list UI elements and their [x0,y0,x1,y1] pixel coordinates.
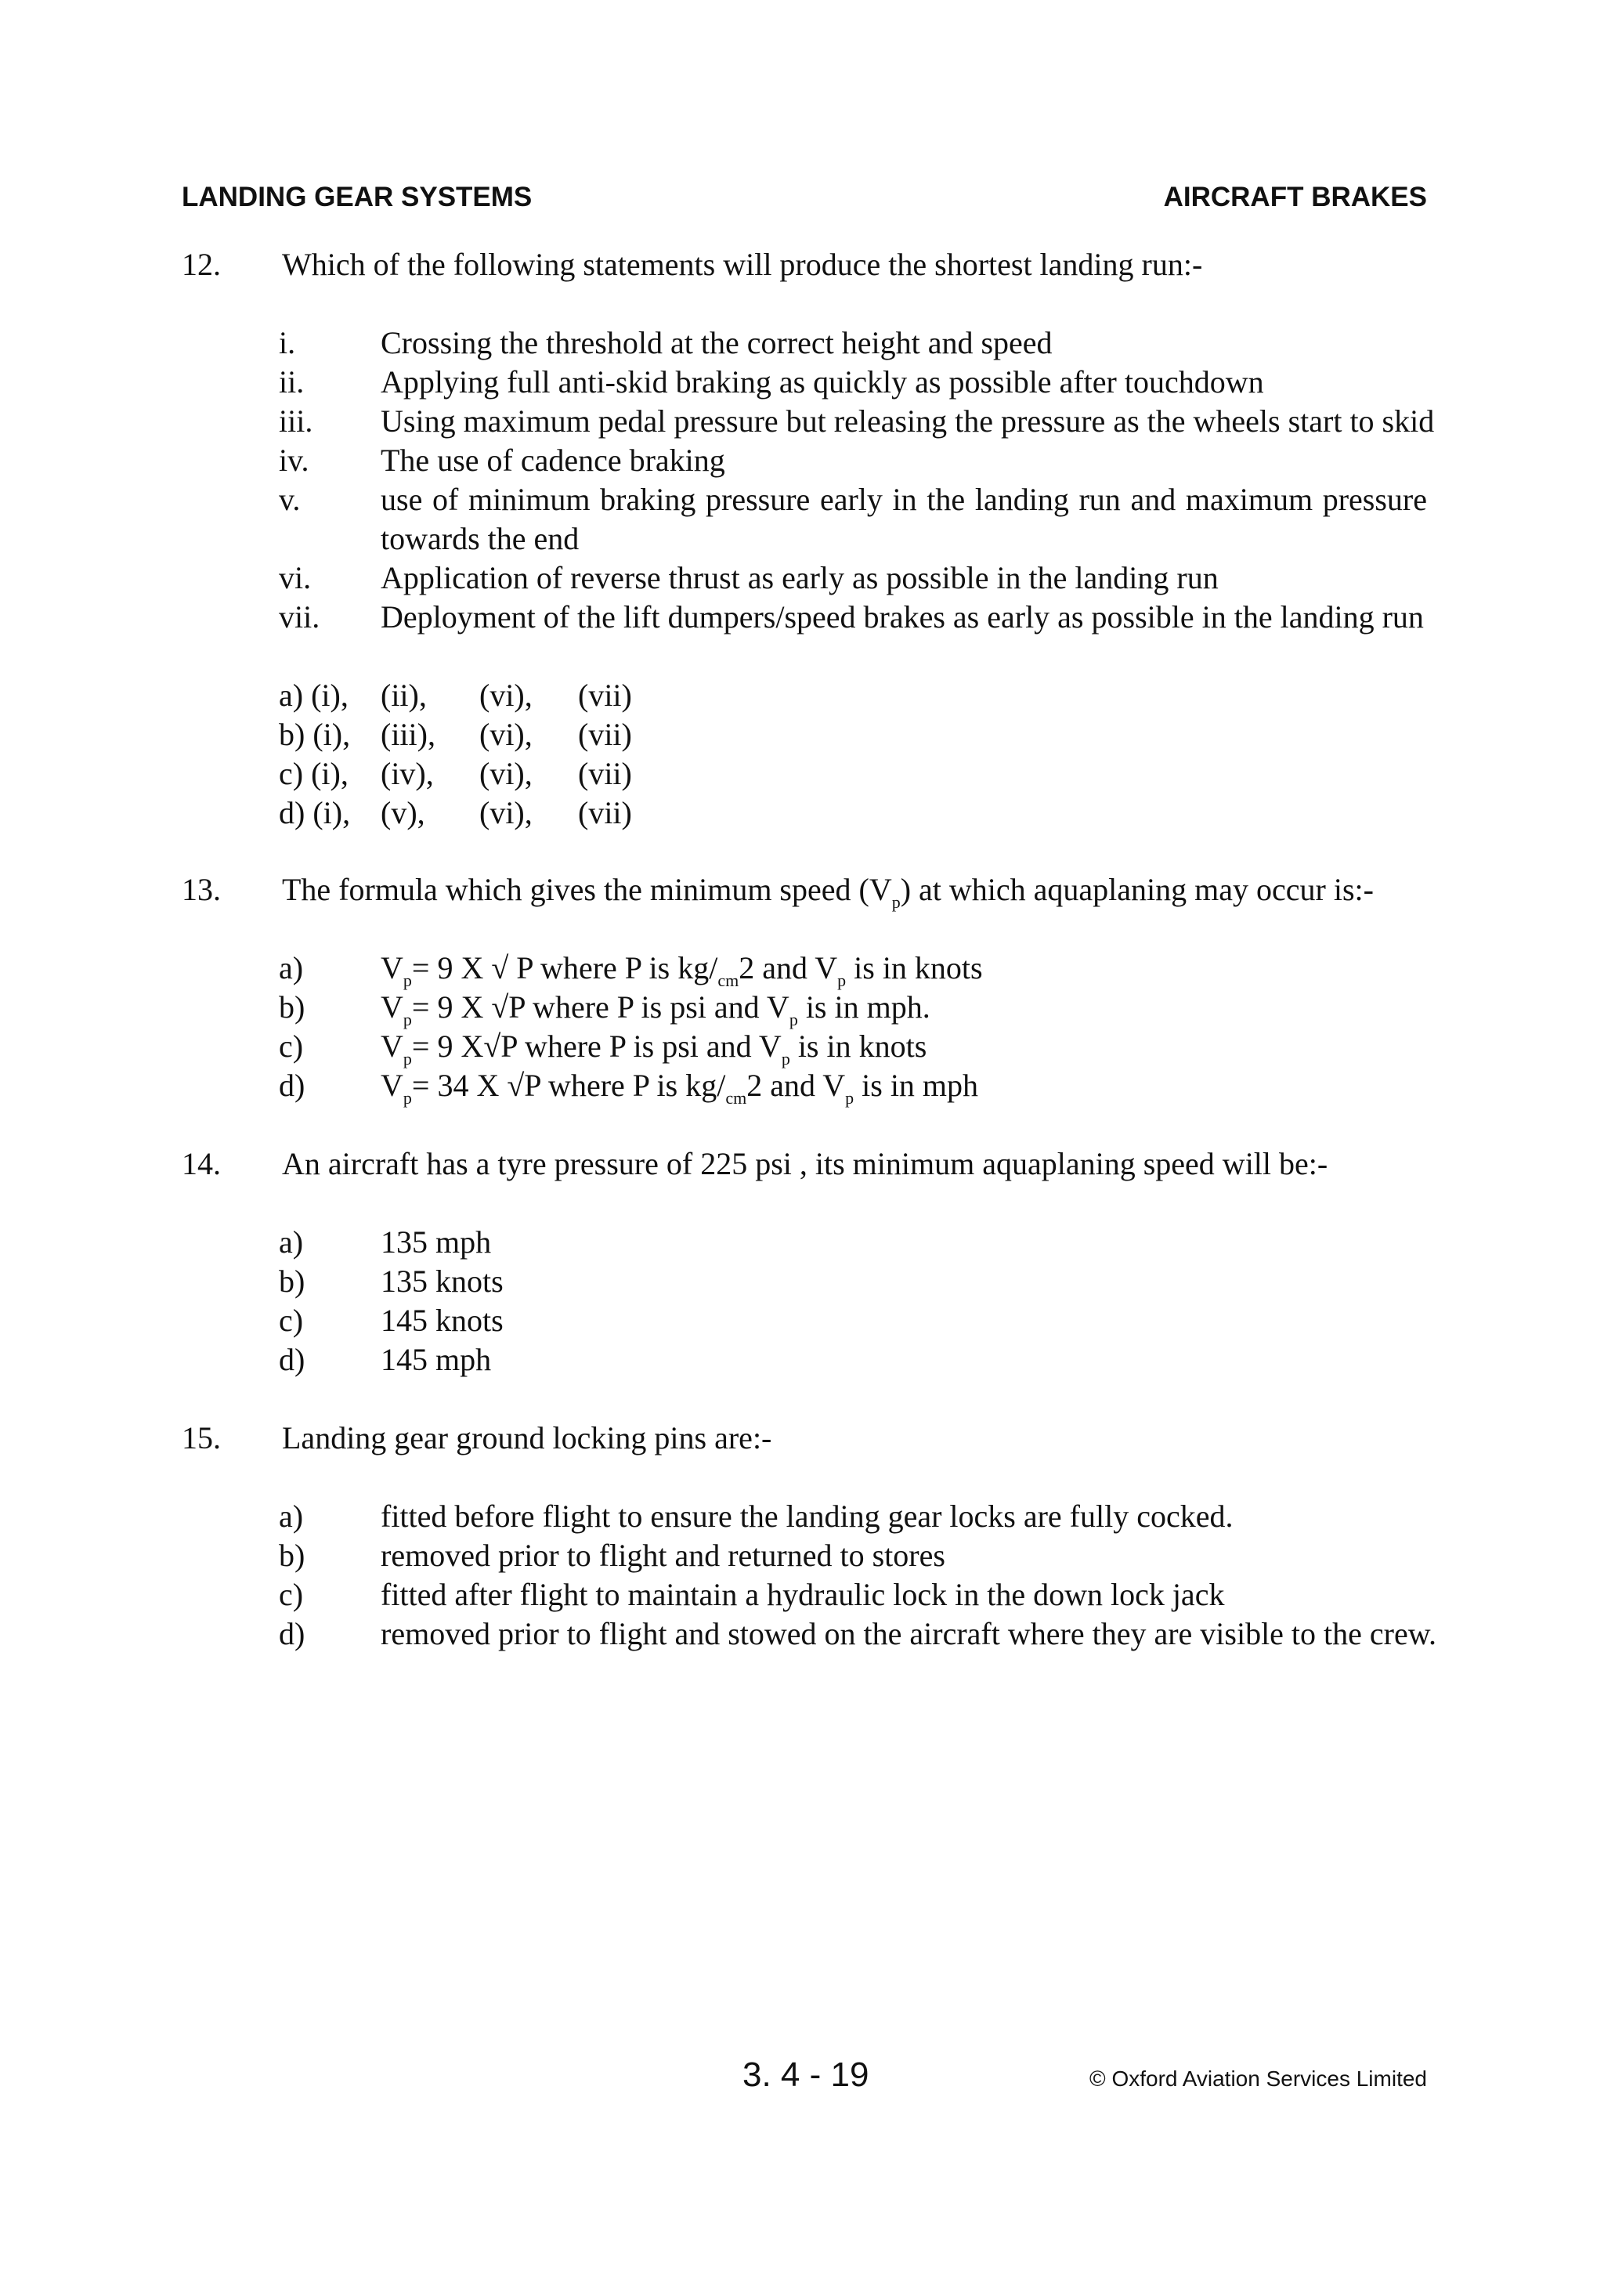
option-text: 145 mph [381,1342,492,1377]
question-number: 14. [182,1146,221,1181]
answer-item: (iv), [381,756,434,791]
chapter-header: AIRCRAFT BRAKES [1163,182,1427,212]
answer-item: (vi), [479,678,533,713]
statement-text: use of minimum braking pressure early in the landing run and maximum pressure [381,482,1427,517]
question-text: An aircraft has a tyre pressure of 225 psi , its minimum aquaplaning speed will be:- [282,1146,1328,1181]
option-label: a) [279,1224,304,1260]
option-label: c) [279,1577,304,1612]
option-label: a) [279,950,304,985]
option-label: a) [279,1499,304,1534]
answer-item: (vi), [479,795,533,830]
copyright-notice: © Oxford Aviation Services Limited [1089,2066,1427,2091]
answer-item: (vii) [578,795,632,830]
question-text: Which of the following statements will produce the shortest landing run:- [282,247,1203,282]
section-header: LANDING GEAR SYSTEMS [182,182,533,212]
option-text: fitted before flight to ensure the landing gear locks are fully cocked. [381,1499,1234,1534]
question-text: Landing gear ground locking pins are:- [282,1420,772,1455]
answer-label: b) (i), [279,717,351,752]
answer-item: (iii), [381,717,435,752]
statement-text-continued: towards the end [381,521,580,556]
statement-label: i. [279,325,296,360]
option-text: 145 knots [381,1303,504,1338]
statement-text: The use of cadence braking [381,443,725,478]
option-label: d) [279,1342,305,1377]
page-number: 3. 4 - 19 [742,2056,869,2094]
question-number: 15. [182,1420,221,1455]
answer-item: (v), [381,795,425,830]
statement-text: Applying full anti-skid braking as quickly as possible after touchdown [381,364,1264,400]
statement-text: Application of reverse thrust as early as possible in the landing run [381,560,1219,595]
statement-label: ii. [279,364,305,400]
statement-text: Using maximum pedal pressure but releasing the pressure as the wheels start to skid [381,403,1435,439]
option-label: c) [279,1303,304,1338]
answer-label: a) (i), [279,678,349,713]
statement-text: Crossing the threshold at the correct height and speed [381,325,1053,360]
option-label: b) [279,1264,305,1299]
option-text: 135 mph [381,1224,492,1260]
statement-label: vii. [279,599,320,635]
answer-item: (ii), [381,678,427,713]
question-number: 13. [182,872,221,907]
option-label: b) [279,1538,305,1573]
option-text: $V_p= 9$ X √ P where P is $kg/_{cm}2$ and $V_p$ is in knots [381,950,983,990]
option-text: fitted after flight to maintain a hydraulic lock in the down lock jack [381,1577,1225,1612]
question-number: 12. [182,247,221,282]
option-text: $V_p= 34$ X √P where P is $kg/_{cm}2$ and $V_p$ is in mph [381,1068,979,1108]
statement-label: vi. [279,560,312,595]
option-text: 135 knots [381,1264,504,1299]
statement-label: v. [279,482,301,517]
option-label: d) [279,1616,305,1651]
option-label: c) [279,1029,304,1064]
option-text: removed prior to flight and returned to stores [381,1538,945,1573]
statement-label: iv. [279,443,309,478]
answer-label: c) (i), [279,756,349,791]
answer-options [279,676,677,833]
statement-label: iii. [279,403,313,439]
answer-item: (vii) [578,756,632,791]
answer-label: d) (i), [279,795,351,830]
option-text: $V_p= 9$ X √P where P is psi and $V_p$ is in mph. [381,989,930,1029]
option-label: b) [279,989,305,1025]
statement-text: Deployment of the lift dumpers/speed brakes as early as possible in the landing run [381,599,1424,635]
option-label: d) [279,1068,305,1103]
question-text: The formula which gives the minimum speed $(V_p)$ at which aquaplaning may occur is:- [282,872,1374,912]
option-text: $V_p= 9$ X√P where P is psi and $V_p$ is in knots [381,1029,927,1068]
answer-item: (vi), [479,717,533,752]
option-text: removed prior to flight and stowed on the aircraft where they are visible to the crew. [381,1616,1437,1651]
answer-item: (vii) [578,717,632,752]
answer-item: (vii) [578,678,632,713]
answer-item: (vi), [479,756,533,791]
